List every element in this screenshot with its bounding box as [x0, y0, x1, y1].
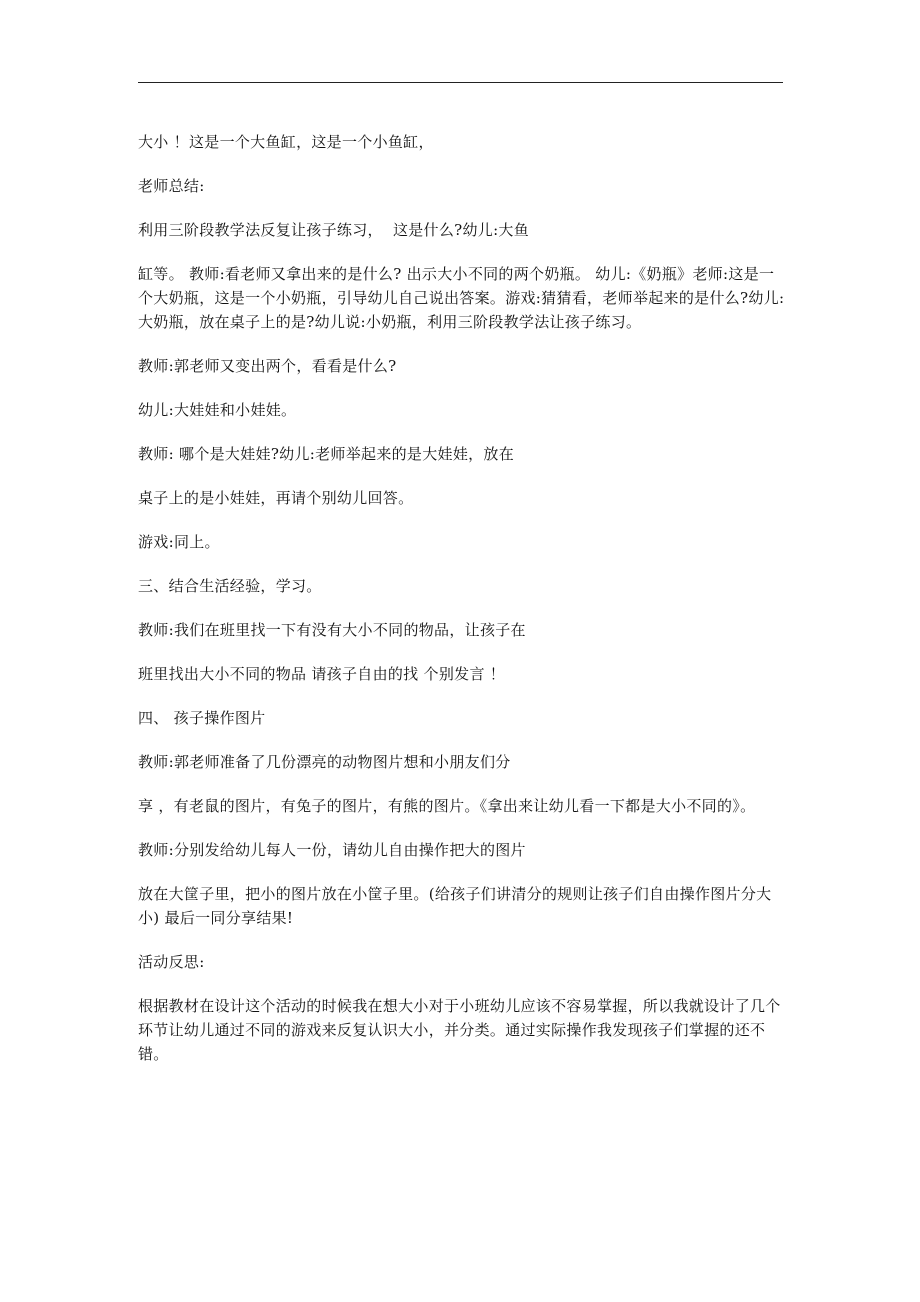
section-heading: 活动反思: — [138, 953, 205, 971]
paragraph: 教师:我们在班里找一下有没有大小不同的物品，让孩子在 — [138, 621, 526, 639]
paragraph: 游戏:同上。 — [138, 533, 220, 551]
paragraph: 享 ，有老鼠的图片，有兔子的图片，有熊的图片。《拿出来让幼儿看一下都是大小不同的》。 — [138, 797, 756, 815]
section-heading: 三、结合生活经验，学习。 — [138, 577, 322, 595]
section-heading: 四、 孩子操作图片 — [138, 709, 266, 727]
paragraph: 大小 ！这是一个大鱼缸，这是一个小鱼缸， — [138, 133, 434, 151]
paragraph: 老师总结: — [138, 177, 205, 195]
paragraph: 教师:分别发给幼儿每人一份，请幼儿自由操作把大的图片 — [138, 841, 526, 859]
paragraph: 教师: 哪个是大娃娃?幼儿:老师举起来的是大娃娃，放在 — [138, 445, 515, 463]
header-rule — [138, 82, 783, 83]
paragraph: 利用三阶段教学法反复让孩子练习， 这是什么?幼儿:大鱼 — [138, 221, 530, 239]
paragraph: 教师:郭老师准备了几份漂亮的动物图片想和小朋友们分 — [138, 753, 511, 771]
paragraph: 幼儿:大娃娃和小娃娃。 — [138, 401, 297, 419]
document-body — [138, 130, 788, 1086]
paragraph: 缸等。 教师:看老师又拿出来的是什么? 出示大小不同的两个奶瓶。 幼儿:《奶瓶》老师:这是一个大奶瓶，这是一个小奶瓶，引导幼儿自己说出答案。游戏:猜猜看，老师举起来的是什么?幼儿:大奶瓶，放在桌子上的是?幼儿说:小奶瓶，利用三阶段教学法让孩子练习。 — [138, 265, 785, 331]
paragraph: 桌子上的是小娃娃，再请个别幼儿回答。 — [138, 489, 414, 507]
paragraph: 班里找出大小不同的物品 请孩子自由的找 个别发言 ！ — [138, 665, 506, 683]
paragraph: 教师:郭老师又变出两个，看看是什么? — [138, 357, 397, 375]
paragraph: 放在大筐子里，把小的图片放在小筐子里。(给孩子们讲清分的规则让孩子们自由操作图片分大小) 最后一同分享结果! — [138, 885, 772, 927]
paragraph: 根据教材在设计这个活动的时候我在想大小对于小班幼儿应该不容易掌握，所以我就设计了几个环节让幼儿通过不同的游戏来反复认识大小，并分类。通过实际操作我发现孩子们掌握的还不错。 — [138, 997, 781, 1063]
